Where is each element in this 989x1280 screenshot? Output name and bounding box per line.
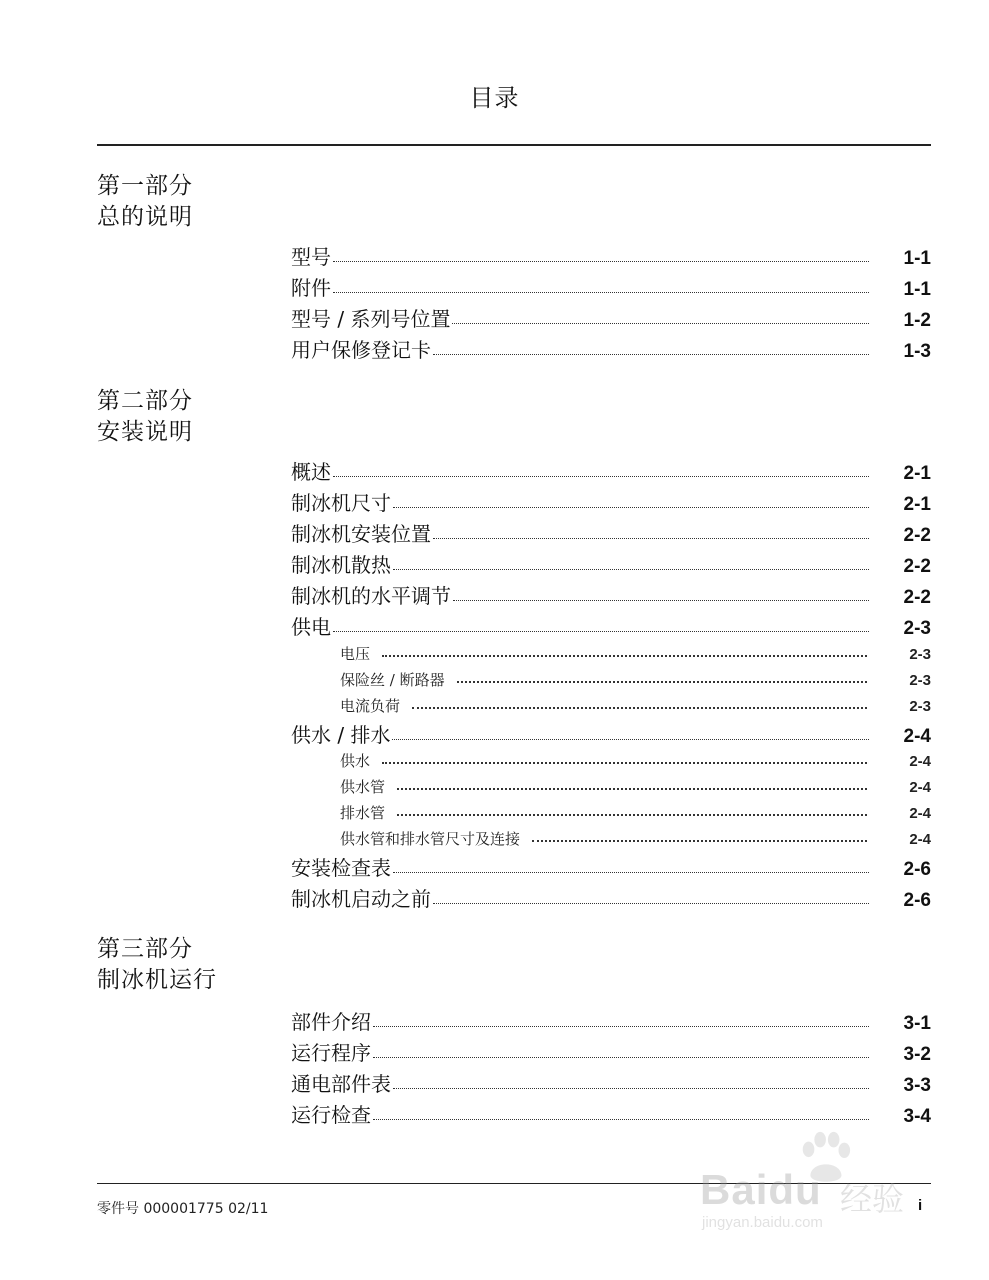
toc-entry-page: 2-6 — [903, 859, 931, 880]
leader-dots — [433, 353, 869, 355]
toc-entry[interactable] — [291, 487, 931, 516]
leader-dots — [333, 260, 869, 262]
leader-dots — [333, 291, 869, 293]
toc-entry-page: 2-6 — [903, 890, 931, 911]
toc-subentry[interactable] — [340, 776, 931, 797]
watermark-brand: Baidu — [700, 1166, 822, 1213]
toc-entry-label: 运行检查 — [291, 1103, 371, 1127]
leader-dots — [453, 599, 869, 601]
toc-entry-page: 2-4 — [909, 805, 931, 822]
toc-entry-label: 制冰机的水平调节 — [291, 584, 451, 608]
leader-dots — [397, 787, 867, 790]
toc-entry-label: 部件介绍 — [291, 1010, 371, 1034]
toc-entry[interactable] — [291, 611, 931, 640]
toc-subentry[interactable] — [340, 802, 931, 823]
section-heading-title: 安装说明 — [97, 419, 193, 445]
toc-entry-page: 2-4 — [909, 779, 931, 796]
toc-entry-page: 2-3 — [909, 672, 931, 689]
footer-part-number: 零件号 000001775 02/11 — [97, 1201, 269, 1217]
toc-entry-label: 用户保修登记卡 — [291, 338, 431, 362]
toc-entry-label: 安装检查表 — [291, 856, 391, 880]
leader-dots — [532, 839, 867, 842]
toc-subentry[interactable] — [340, 643, 931, 664]
leader-dots — [393, 568, 869, 570]
leader-dots — [393, 506, 869, 508]
leader-dots — [393, 871, 869, 873]
toc-entry-page: 2-4 — [903, 726, 931, 747]
leader-dots — [397, 813, 867, 816]
toc-entry-page: 3-2 — [903, 1044, 931, 1065]
toc-subentry[interactable] — [340, 828, 931, 849]
toc-entry-page: 2-3 — [909, 698, 931, 715]
watermark-brand-cn: 经验 — [840, 1180, 905, 1218]
toc-entry[interactable] — [291, 241, 931, 270]
baidu-watermark — [700, 1130, 940, 1230]
toc-entry-label: 保险丝 / 断路器 — [340, 671, 445, 689]
toc-entry-label: 概述 — [291, 460, 331, 484]
toc-entry-label: 制冰机尺寸 — [291, 491, 391, 515]
toc-entry-label: 型号 / 系列号位置 — [291, 307, 451, 331]
leader-dots — [392, 738, 869, 740]
toc-entry-page: 1-2 — [903, 310, 931, 331]
toc-entry[interactable] — [291, 719, 931, 748]
toc-entry[interactable] — [291, 1099, 931, 1128]
toc-entry-label: 通电部件表 — [291, 1072, 391, 1096]
toc-entry-page: 1-1 — [903, 279, 931, 300]
toc-entry-label: 供水管 — [340, 778, 386, 796]
toc-entry-label: 型号 — [291, 245, 331, 269]
leader-dots — [382, 761, 867, 764]
section-heading-number: 第三部分 — [97, 936, 193, 962]
leader-dots — [452, 322, 869, 324]
leader-dots — [433, 902, 869, 904]
watermark-url: jingyan.baidu.com — [702, 1214, 823, 1231]
toc-entry-page: 2-4 — [909, 831, 931, 848]
leader-dots — [333, 475, 869, 477]
toc-entry[interactable] — [291, 1068, 931, 1097]
toc-entry[interactable] — [291, 272, 931, 301]
toc-entry-page: 3-4 — [903, 1106, 931, 1127]
toc-entry[interactable] — [291, 518, 931, 547]
toc-entry[interactable] — [291, 456, 931, 485]
toc-subentry[interactable] — [340, 750, 931, 771]
toc-entry-page: 3-3 — [903, 1075, 931, 1096]
toc-entry-page: 1-1 — [903, 248, 931, 269]
toc-entry-label: 制冰机启动之前 — [291, 887, 431, 911]
toc-entry[interactable] — [291, 549, 931, 578]
toc-entry-page: 2-2 — [903, 587, 931, 608]
section-heading-number: 第一部分 — [97, 173, 193, 199]
toc-entry-page: 2-3 — [903, 618, 931, 639]
toc-entry-label: 供电 — [291, 615, 331, 639]
leader-dots — [457, 680, 867, 683]
leader-dots — [333, 630, 869, 632]
toc-entry-page: 2-1 — [903, 463, 931, 484]
toc-entry-label: 排水管 — [340, 804, 386, 822]
leader-dots — [373, 1025, 869, 1027]
toc-subentry[interactable] — [340, 669, 931, 690]
leader-dots — [373, 1118, 869, 1120]
toc-entry-label: 制冰机安装位置 — [291, 522, 431, 546]
toc-entry[interactable] — [291, 334, 931, 363]
toc-entry[interactable] — [291, 852, 931, 881]
toc-entry-label: 制冰机散热 — [291, 553, 391, 577]
toc-entry[interactable] — [291, 580, 931, 609]
leader-dots — [412, 706, 867, 709]
toc-entry-page: 2-1 — [903, 494, 931, 515]
toc-entry-label: 附件 — [291, 276, 331, 300]
section-heading-1 — [97, 171, 193, 233]
toc-entry-page: 2-2 — [903, 556, 931, 577]
leader-dots — [433, 537, 869, 539]
toc-entry-page: 2-4 — [909, 753, 931, 770]
toc-entry[interactable] — [291, 1037, 931, 1066]
toc-entry-page: 2-3 — [909, 646, 931, 663]
toc-entry-label: 电压 — [340, 645, 371, 663]
footer-page-number: i — [918, 1197, 923, 1214]
section-heading-2 — [97, 386, 193, 448]
toc-subentry[interactable] — [340, 695, 931, 716]
page-title: 目录 — [469, 84, 520, 112]
toc-entry-page: 1-3 — [903, 341, 931, 362]
header-divider — [97, 144, 931, 146]
toc-entry-label: 运行程序 — [291, 1041, 371, 1065]
toc-entry-label: 电流负荷 — [340, 697, 401, 715]
toc-entry[interactable] — [291, 303, 931, 332]
toc-entry[interactable] — [291, 1006, 931, 1035]
section-heading-title: 制冰机运行 — [97, 967, 217, 993]
toc-entry-label: 供水 / 排水 — [291, 723, 391, 747]
toc-entry-label: 供水管和排水管尺寸及连接 — [340, 830, 521, 848]
section-heading-title: 总的说明 — [97, 204, 193, 230]
toc-entry-page: 2-2 — [903, 525, 931, 546]
leader-dots — [382, 654, 867, 657]
section-heading-3 — [97, 934, 217, 996]
toc-entry-label: 供水 — [340, 752, 371, 770]
toc-entry[interactable] — [291, 883, 931, 912]
section-heading-number: 第二部分 — [97, 388, 193, 414]
toc-entry-page: 3-1 — [903, 1013, 931, 1034]
leader-dots — [373, 1056, 869, 1058]
leader-dots — [393, 1087, 869, 1089]
